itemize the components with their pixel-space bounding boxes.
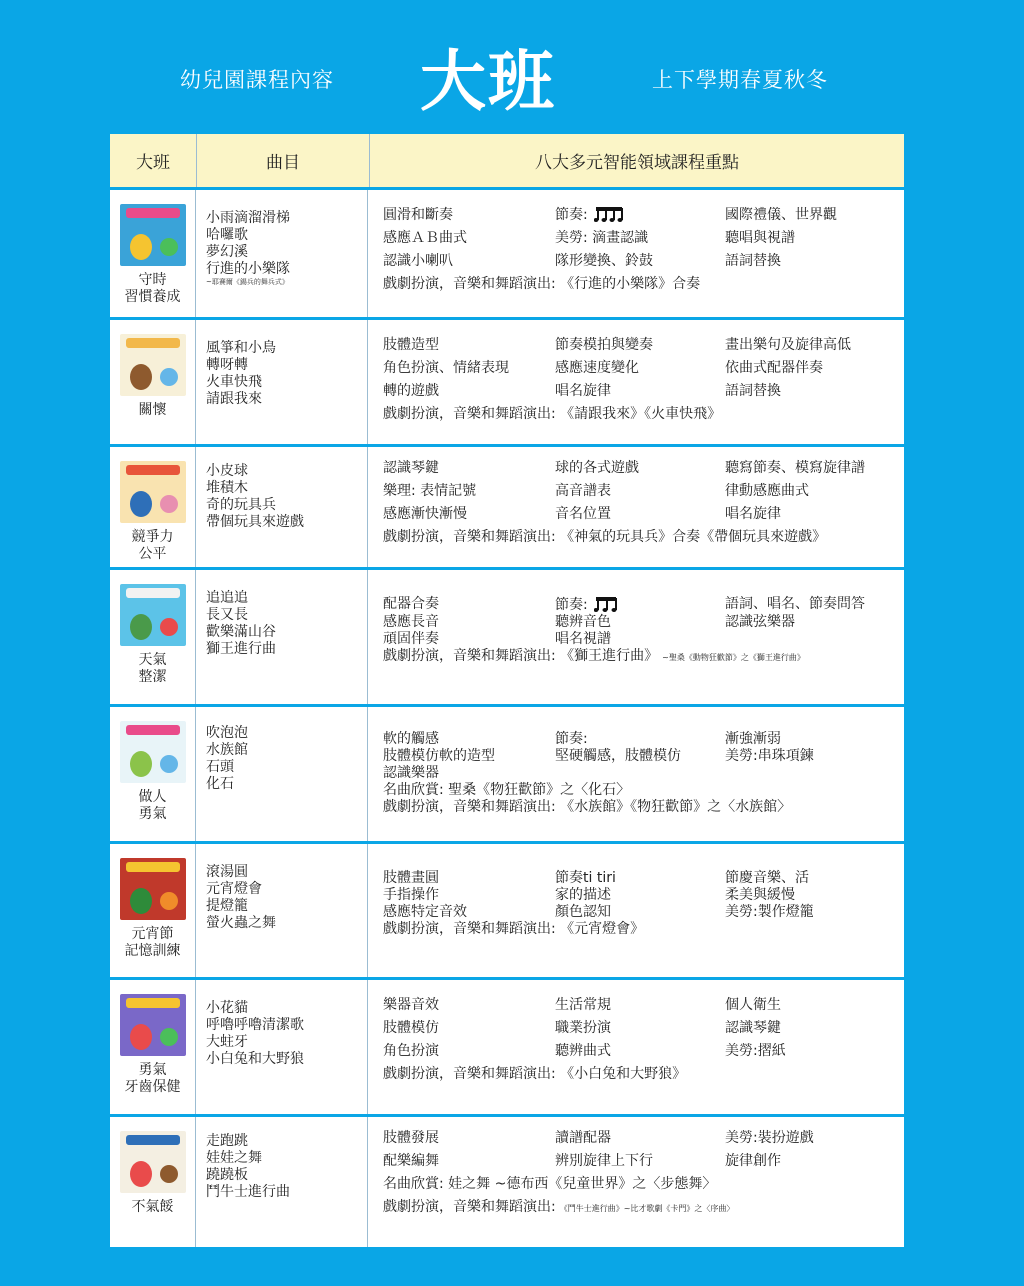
skill-item	[555, 227, 725, 250]
skill-item	[383, 334, 555, 357]
book-cover-image	[120, 204, 186, 266]
skill-item	[383, 1017, 555, 1040]
skill-text: 職業扮演	[555, 1020, 611, 1036]
song-title: 呼嚕呼嚕清潔歌	[206, 1017, 304, 1033]
skill-item	[555, 334, 725, 357]
skill-item	[383, 457, 555, 480]
skill-text: 柔美與緩慢	[725, 887, 795, 903]
skill-empty	[725, 631, 895, 648]
skill-text: 家的描述	[555, 887, 611, 903]
performance-line	[383, 1063, 904, 1086]
skill-item	[725, 1127, 895, 1150]
skill-text: 語詞替換	[725, 383, 781, 399]
theme-label	[125, 926, 181, 960]
skill-item	[725, 457, 895, 480]
focus-cell	[368, 570, 904, 704]
theme-label	[132, 1199, 174, 1216]
skill-text: 圓滑和斷奏	[383, 207, 453, 223]
cover-title-band	[126, 208, 180, 218]
skill-item	[555, 250, 725, 273]
focus-cell	[368, 1117, 904, 1247]
performance-text: 戲劇扮演，音樂和舞蹈演出: 《元宵燈會》	[383, 921, 645, 937]
skill-text: 隊形變換、鈴鼓	[555, 253, 653, 269]
skill-item	[555, 503, 725, 526]
focus-cell	[368, 447, 904, 567]
cover-title-band	[126, 725, 180, 735]
focus-cell	[368, 980, 904, 1114]
skill-text: 名曲欣賞: 娃之舞 ~德布西《兒童世界》之〈步態舞〉	[383, 1176, 717, 1192]
skill-item	[383, 870, 555, 887]
songs-cell	[196, 320, 368, 444]
cover-title-band	[126, 588, 180, 598]
song-title: 歡樂滿山谷	[206, 624, 276, 640]
theme-line: 天氣	[138, 652, 167, 668]
skill-item	[555, 457, 725, 480]
skill-text: 畫出樂句及旋律高低	[725, 337, 851, 353]
skill-item	[383, 503, 555, 526]
skills-grid	[383, 1127, 904, 1196]
skill-item	[725, 250, 895, 273]
skill-text: 頑固伴奏	[383, 631, 439, 647]
skill-item	[555, 614, 725, 631]
skill-text: 唱名旋律	[555, 383, 611, 399]
skill-text: 節慶音樂、活	[725, 870, 809, 886]
skill-text: 節奏:	[555, 207, 588, 223]
skill-item	[725, 748, 895, 765]
skill-item	[383, 887, 555, 904]
skill-item	[725, 596, 895, 614]
skill-text: 節奏模拍與變奏	[555, 337, 653, 353]
song-title: 化石	[206, 776, 234, 792]
theme-line: 勇氣	[138, 1062, 167, 1078]
theme-line: 元宵節	[131, 926, 174, 942]
skill-item	[383, 357, 555, 380]
skill-text: 高音譜表	[555, 483, 611, 499]
song-title: 蹺蹺板	[206, 1167, 248, 1183]
skill-item	[383, 631, 555, 648]
skill-item	[383, 596, 555, 614]
skill-item	[383, 782, 895, 799]
table-row	[110, 707, 904, 841]
theme-line: 勇氣	[138, 806, 167, 822]
song-title: 帶個玩具來遊戲	[206, 514, 304, 530]
theme-line: 做人	[138, 789, 167, 805]
table-row	[110, 570, 904, 704]
song-title: 滾湯圓	[206, 864, 248, 880]
theme-label	[125, 1062, 181, 1096]
performance-text: 戲劇扮演，音樂和舞蹈演出: 《小白兔和大野狼》	[383, 1066, 687, 1082]
performance-line	[383, 1196, 904, 1220]
skill-item	[725, 1040, 895, 1063]
skill-item	[555, 204, 725, 227]
skill-text: 聽唱與視譜	[725, 230, 795, 246]
skill-text: 認識小喇叭	[383, 253, 453, 269]
song-title: 堆積木	[206, 480, 248, 496]
table-row	[110, 980, 904, 1114]
theme-line: 不氣餒	[131, 1199, 174, 1215]
table-header	[110, 134, 904, 187]
theme-label	[139, 402, 167, 419]
skill-text: 肢體模仿	[383, 1020, 439, 1036]
theme-line: 關懷	[138, 402, 167, 418]
songs-cell	[196, 844, 368, 977]
skill-item	[555, 1040, 725, 1063]
skill-item	[383, 204, 555, 227]
skill-text: 肢體模仿軟的造型	[383, 748, 495, 764]
performance-line	[383, 648, 904, 666]
skills-grid	[383, 994, 904, 1063]
skill-item	[383, 904, 555, 921]
skill-item	[383, 748, 555, 765]
cover-title-band	[126, 862, 180, 872]
song-title: 娃娃之舞	[206, 1150, 262, 1166]
songs-cell	[196, 447, 368, 567]
book-cover-image	[120, 721, 186, 783]
cover-figure	[160, 238, 178, 256]
skill-item	[383, 994, 555, 1017]
performance-note: 《鬥牛士進行曲》~比才歌劇《卡門》之〈序曲〉	[559, 1204, 735, 1213]
skill-text: 角色扮演、情緒表現	[383, 360, 509, 376]
song-title: 夢幻溪	[206, 244, 248, 260]
skill-text: 美勞:製作燈籠	[725, 904, 814, 920]
theme-line: 公平	[138, 546, 167, 562]
skill-item	[725, 204, 895, 227]
theme-cell	[110, 980, 196, 1114]
skill-text: 美勞:摺紙	[725, 1043, 786, 1059]
book-cover-image	[120, 461, 186, 523]
table-row	[110, 190, 904, 317]
theme-cell	[110, 707, 196, 841]
skills-grid	[383, 870, 904, 921]
theme-cell	[110, 320, 196, 444]
skills-grid	[383, 457, 904, 526]
cover-figure	[160, 1028, 178, 1046]
theme-label	[139, 789, 167, 823]
skill-text: 節奏:	[555, 597, 588, 613]
skill-text: 名曲欣賞: 聖桑《物狂歡節》之〈化石〉	[383, 782, 631, 798]
songs-cell	[196, 707, 368, 841]
theme-line: 習慣養成	[124, 289, 181, 305]
skill-item	[725, 1017, 895, 1040]
skill-text: 語詞替換	[725, 253, 781, 269]
song-title: 石頭	[206, 759, 234, 775]
cover-figure	[130, 1024, 152, 1050]
skill-text: 樂器音效	[383, 997, 439, 1013]
songs-cell	[196, 570, 368, 704]
skill-text: 節奏ti tiri	[555, 870, 616, 886]
skill-text: 感應長音	[383, 614, 439, 630]
song-title: 提燈籠	[206, 898, 248, 914]
book-cover-image	[120, 994, 186, 1056]
song-title: 風箏和小鳥	[206, 340, 276, 356]
skill-item	[725, 1150, 895, 1173]
performance-text: 戲劇扮演，音樂和舞蹈演出: 《行進的小樂隊》合奏	[383, 276, 701, 292]
book-cover-image	[120, 1131, 186, 1193]
theme-line: 守時	[138, 272, 167, 288]
song-title: 獅王進行曲	[206, 641, 276, 657]
skill-text: 依曲式配器伴奏	[725, 360, 823, 376]
songs-cell	[196, 190, 368, 317]
music-note-icon	[594, 596, 618, 614]
skill-text: 音名位置	[555, 506, 611, 522]
skill-text: 聽辨音色	[555, 614, 611, 630]
table-row	[110, 447, 904, 567]
theme-line: 整潔	[138, 669, 167, 685]
skill-item	[555, 357, 725, 380]
cover-title-band	[126, 998, 180, 1008]
song-title: 奇的玩具兵	[206, 497, 276, 513]
skill-text: 認識弦樂器	[725, 614, 795, 630]
table-row	[110, 1117, 904, 1247]
song-title: 小白兔和大野狼	[206, 1051, 304, 1067]
cover-figure	[160, 755, 178, 773]
song-title: 小皮球	[206, 463, 248, 479]
skill-item	[555, 904, 725, 921]
skill-text: 美勞:串珠項鍊	[725, 748, 814, 764]
skills-grid	[383, 596, 904, 648]
focus-cell	[368, 190, 904, 317]
table-body	[110, 190, 904, 1247]
skill-text: 肢體畫圓	[383, 870, 439, 886]
performance-note: ~聖桑《動物狂歡節》之《獅王進行曲》	[662, 653, 805, 662]
focus-cell	[368, 707, 904, 841]
skill-item	[725, 870, 895, 887]
skill-item	[725, 904, 895, 921]
theme-line: 牙齒保健	[124, 1079, 181, 1095]
performance-text: 戲劇扮演，音樂和舞蹈演出: 《請跟我來》《火車快飛》	[383, 406, 722, 422]
songs-cell	[196, 980, 368, 1114]
cover-title-band	[126, 338, 180, 348]
skill-item	[555, 870, 725, 887]
skill-text: 漸強漸弱	[725, 731, 781, 747]
song-title: 吹泡泡	[206, 725, 248, 741]
column-header-class: 大班	[110, 134, 197, 187]
skill-text: 聽辨曲式	[555, 1043, 611, 1059]
song-title: 行進的小樂隊	[206, 261, 290, 277]
book-cover-image	[120, 858, 186, 920]
skill-item	[383, 250, 555, 273]
song-title: 小花貓	[206, 1000, 248, 1016]
performance-text: 戲劇扮演，音樂和舞蹈演出: 《水族館》《物狂歡節》之〈水族館〉	[383, 799, 792, 815]
skill-item	[555, 731, 725, 748]
theme-line: 競爭力	[131, 529, 174, 545]
theme-cell	[110, 570, 196, 704]
skill-text: 感應漸快漸慢	[383, 506, 467, 522]
skill-item	[555, 596, 725, 614]
skill-item	[383, 1150, 555, 1173]
cover-figure	[130, 751, 152, 777]
song-title: 元宵燈會	[206, 881, 262, 897]
skill-item	[725, 887, 895, 904]
cover-title-band	[126, 465, 180, 475]
skill-text: 球的各式遊戲	[555, 460, 639, 476]
music-note-icon	[594, 206, 624, 224]
skill-item	[555, 887, 725, 904]
book-cover-image	[120, 584, 186, 646]
skill-text: 手指操作	[383, 887, 439, 903]
skill-text: 生活常規	[555, 997, 611, 1013]
skill-item	[555, 748, 725, 765]
skill-text: 堅硬觸感，肢體模仿	[555, 748, 681, 764]
song-title: 請跟我來	[206, 391, 262, 407]
performance-text: 戲劇扮演，音樂和舞蹈演出: 《神氣的玩具兵》合奏《帶個玩具來遊戲》	[383, 529, 827, 545]
cover-figure	[130, 888, 152, 914]
performance-line	[383, 526, 904, 549]
theme-cell	[110, 844, 196, 977]
theme-label	[132, 529, 174, 563]
skill-item	[383, 765, 555, 782]
skill-text: 節奏:	[555, 731, 588, 747]
skills-grid	[383, 204, 904, 273]
skill-text: 認識琴鍵	[725, 1020, 781, 1036]
skill-text: 辨別旋律上下行	[555, 1153, 653, 1169]
song-title: 長又長	[206, 607, 248, 623]
header-title: 大班	[420, 43, 556, 120]
skill-text: 旋律創作	[725, 1153, 781, 1169]
curriculum-table	[110, 134, 904, 1247]
skill-item	[383, 1040, 555, 1063]
skill-item	[555, 1150, 725, 1173]
song-note: ~耶賽爾《錫兵的舞兵式》	[206, 278, 289, 286]
header-left-text: 幼兒園課程內容	[180, 68, 334, 92]
skill-item	[555, 1017, 725, 1040]
skill-item	[555, 994, 725, 1017]
cover-figure	[130, 234, 152, 260]
skill-item	[725, 480, 895, 503]
skill-text: 律動感應曲式	[725, 483, 809, 499]
skills-grid	[383, 334, 904, 403]
skill-text: 顏色認知	[555, 904, 611, 920]
performance-line	[383, 921, 904, 938]
table-row	[110, 320, 904, 444]
skill-item	[383, 1173, 895, 1196]
theme-label	[125, 272, 181, 306]
skill-item	[555, 380, 725, 403]
table-row	[110, 844, 904, 977]
skill-text: 感應ＡＢ曲式	[383, 230, 467, 246]
skill-text: 肢體造型	[383, 337, 439, 353]
cover-figure	[160, 618, 178, 636]
skill-text: 聽寫節奏、模寫旋律譜	[725, 460, 865, 476]
skill-item	[555, 1127, 725, 1150]
skill-item	[383, 614, 555, 631]
cover-figure	[160, 495, 178, 513]
skill-item	[725, 503, 895, 526]
skills-grid	[383, 731, 904, 799]
theme-cell	[110, 190, 196, 317]
song-title: 轉呀轉	[206, 357, 248, 373]
skill-item	[383, 731, 555, 748]
skill-text: 轉的遊戲	[383, 383, 439, 399]
skill-text: 讀譜配器	[555, 1130, 611, 1146]
page-header	[0, 0, 1024, 130]
song-title: 追追追	[206, 590, 248, 606]
theme-line: 記憶訓練	[124, 943, 181, 959]
skill-item	[725, 334, 895, 357]
skill-item	[383, 480, 555, 503]
skill-item	[383, 1127, 555, 1150]
skill-text: 個人衛生	[725, 997, 781, 1013]
skill-item	[725, 731, 895, 748]
skill-text: 配樂編舞	[383, 1153, 439, 1169]
cover-figure	[130, 364, 152, 390]
performance-line	[383, 273, 904, 296]
skill-item	[725, 227, 895, 250]
cover-title-band	[126, 1135, 180, 1145]
skill-text: 配器合奏	[383, 596, 439, 612]
cover-figure	[130, 1161, 152, 1187]
skill-item	[725, 994, 895, 1017]
song-title: 小雨滴溜滑梯	[206, 210, 290, 226]
skill-item	[383, 380, 555, 403]
song-title: 水族館	[206, 742, 248, 758]
skill-item	[725, 380, 895, 403]
skill-text: 軟的觸感	[383, 731, 439, 747]
theme-cell	[110, 447, 196, 567]
song-title: 走跑跳	[206, 1133, 248, 1149]
focus-cell	[368, 844, 904, 977]
skill-text: 認識琴鍵	[383, 460, 439, 476]
skill-text: 樂理: 表情記號	[383, 483, 477, 499]
songs-cell	[196, 1117, 368, 1247]
cover-figure	[130, 491, 152, 517]
skill-text: 認識樂器	[383, 765, 439, 781]
skill-item	[383, 227, 555, 250]
song-title: 鬥牛士進行曲	[206, 1184, 290, 1200]
skill-text: 國際禮儀、世界觀	[725, 207, 837, 223]
cover-figure	[160, 1165, 178, 1183]
skill-item	[725, 614, 895, 631]
skill-item	[555, 480, 725, 503]
skill-text: 語詞、唱名、節奏問答	[725, 596, 865, 612]
skill-text: 美勞: 滴畫認識	[555, 230, 649, 246]
theme-cell	[110, 1117, 196, 1247]
performance-text: 戲劇扮演，音樂和舞蹈演出: 《獅王進行曲》	[383, 648, 659, 664]
skill-text: 唱名旋律	[725, 506, 781, 522]
header-right-text: 上下學期春夏秋冬	[652, 68, 828, 92]
book-cover-image	[120, 334, 186, 396]
cover-figure	[160, 892, 178, 910]
theme-label	[139, 652, 167, 686]
song-title: 火車快飛	[206, 374, 262, 390]
song-title: 哈囉歌	[206, 227, 248, 243]
column-header-focus: 八大多元智能領域課程重點	[535, 153, 739, 173]
skill-text: 感應速度變化	[555, 360, 639, 376]
column-header-songs: 曲目	[197, 134, 370, 187]
performance-text: 戲劇扮演，音樂和舞蹈演出:	[383, 1199, 556, 1215]
skill-item	[725, 357, 895, 380]
skill-text: 肢體發展	[383, 1130, 439, 1146]
focus-cell	[368, 320, 904, 444]
skill-text: 感應特定音效	[383, 904, 467, 920]
cover-figure	[130, 614, 152, 640]
performance-line	[383, 799, 904, 816]
skill-text: 角色扮演	[383, 1043, 439, 1059]
skill-item	[555, 631, 725, 648]
song-title: 螢火蟲之舞	[206, 915, 276, 931]
skill-text: 唱名視譜	[555, 631, 611, 647]
skill-text: 美勞:裝扮遊戲	[725, 1130, 814, 1146]
song-title: 大蛀牙	[206, 1034, 248, 1050]
performance-line	[383, 403, 904, 426]
cover-figure	[160, 368, 178, 386]
